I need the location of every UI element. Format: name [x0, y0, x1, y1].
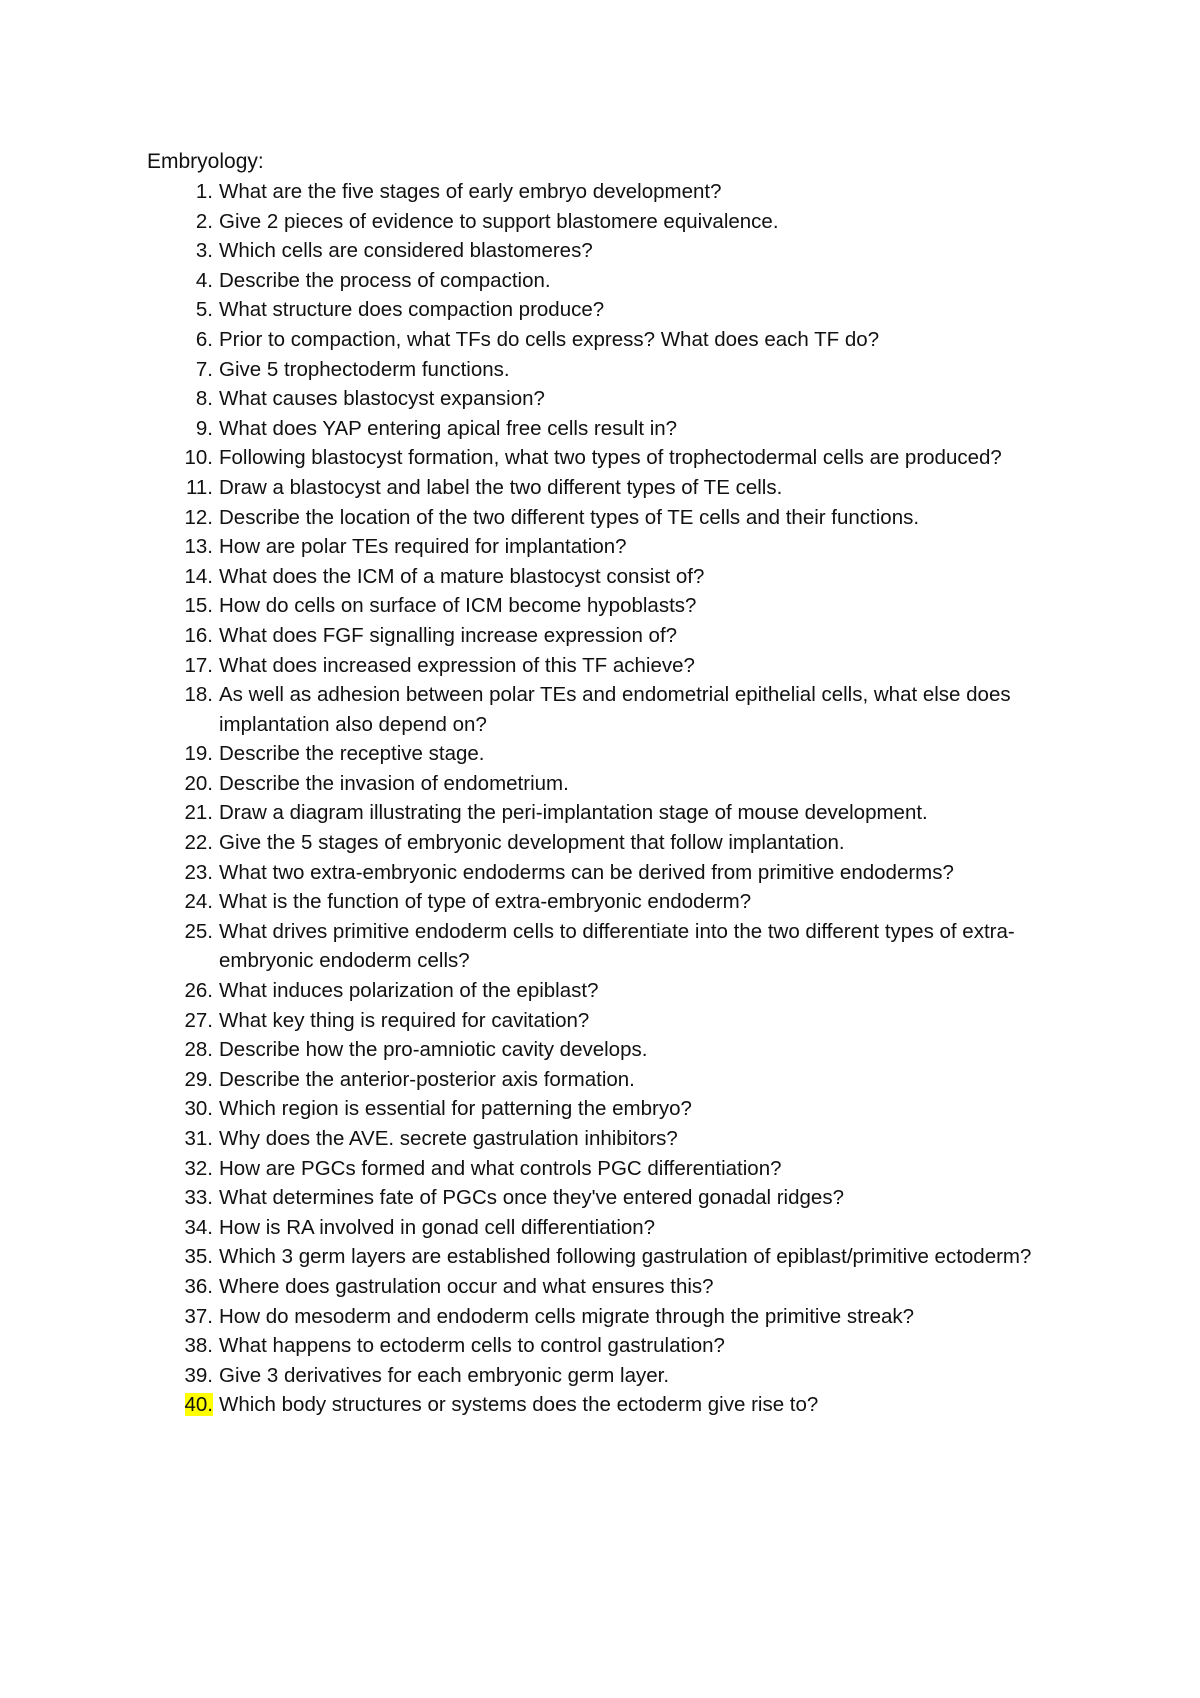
question-text: How is RA involved in gonad cell differentiation?	[219, 1215, 656, 1239]
question-item	[147, 739, 1067, 769]
question-item	[147, 1006, 1067, 1036]
question-number	[147, 739, 217, 769]
question-item	[147, 1242, 1067, 1272]
question-number-text: 21.	[184, 801, 213, 825]
question-number	[147, 384, 217, 414]
question-item	[147, 651, 1067, 681]
question-number	[147, 236, 217, 266]
question-number	[147, 858, 217, 888]
question-item	[147, 503, 1067, 533]
question-text: How do cells on surface of ICM become hypoblasts?	[219, 594, 697, 618]
question-item	[147, 1124, 1067, 1154]
question-number	[147, 562, 217, 592]
question-number	[147, 473, 217, 503]
question-number-text: 4.	[195, 268, 213, 292]
question-item	[147, 443, 1067, 473]
question-text: As well as adhesion between polar TEs and endometrial epithelial cells, what else does implantation also depend on?	[219, 683, 1011, 736]
question-text: Give the 5 stages of embryonic development that follow implantation.	[219, 831, 845, 855]
question-number-text: 12.	[184, 505, 213, 529]
question-text: What does increased expression of this TF achieve?	[219, 653, 695, 677]
question-number-text: 38.	[184, 1334, 213, 1358]
question-item	[147, 1154, 1067, 1184]
question-text: Describe the process of compaction.	[219, 268, 551, 292]
question-number-text: 37.	[184, 1304, 213, 1328]
question-item	[147, 798, 1067, 828]
question-number	[147, 651, 217, 681]
question-text: Where does gastrulation occur and what ensures this?	[219, 1274, 714, 1298]
question-number-text: 3.	[195, 239, 213, 263]
question-item	[147, 177, 1067, 207]
question-text: What does FGF signalling increase expression of?	[219, 623, 678, 647]
question-number	[147, 1065, 217, 1095]
question-text: Why does the AVE. secrete gastrulation inhibitors?	[219, 1127, 678, 1150]
question-number	[147, 1094, 217, 1124]
question-item	[147, 355, 1067, 385]
question-number	[147, 355, 217, 385]
question-item	[147, 266, 1067, 296]
question-text: Describe the anterior-posterior axis formation.	[219, 1067, 635, 1091]
question-number-text: 15.	[184, 594, 213, 618]
question-item	[147, 236, 1067, 266]
question-number-text: 18.	[184, 683, 213, 707]
question-number	[147, 1035, 217, 1065]
question-number	[147, 443, 217, 473]
question-item	[147, 917, 1067, 976]
question-text: What does YAP entering apical free cells result in?	[219, 416, 678, 440]
question-item	[147, 887, 1067, 917]
question-number	[147, 917, 217, 947]
question-item	[147, 1213, 1067, 1243]
question-number-text: 35.	[184, 1245, 213, 1269]
question-number-text: 33.	[184, 1186, 213, 1210]
question-item	[147, 1302, 1067, 1332]
question-number	[147, 1124, 217, 1154]
question-number-text: 2.	[195, 209, 213, 233]
question-text: What structure does compaction produce?	[219, 298, 605, 322]
question-number-text: 36.	[184, 1274, 213, 1298]
question-number	[147, 1302, 217, 1332]
question-item	[147, 384, 1067, 414]
question-item	[147, 976, 1067, 1006]
question-text: Give 3 derivatives for each embryonic germ layer.	[219, 1363, 670, 1387]
question-number-text: 32.	[184, 1156, 213, 1180]
question-number-text: 6.	[195, 327, 213, 351]
question-text: Give 2 pieces of evidence to support blastomere equivalence.	[219, 209, 779, 233]
question-text: What determines fate of PGCs once they've entered gonadal ridges?	[219, 1186, 844, 1210]
question-number-text: 31.	[184, 1127, 213, 1150]
question-number	[147, 503, 217, 533]
question-number	[147, 1006, 217, 1036]
question-item	[147, 325, 1067, 355]
question-text: What does the ICM of a mature blastocyst consist of?	[219, 564, 705, 588]
question-number	[147, 798, 217, 828]
question-item	[147, 1065, 1067, 1095]
question-list	[147, 177, 1067, 1420]
question-number	[147, 177, 217, 207]
question-number-text: 9.	[195, 416, 213, 440]
question-item	[147, 295, 1067, 325]
question-number-text: 24.	[184, 890, 213, 914]
question-number	[147, 1331, 217, 1361]
question-number-text: 14.	[184, 564, 213, 588]
question-item	[147, 1331, 1067, 1361]
question-number	[147, 769, 217, 799]
question-item	[147, 621, 1067, 651]
question-item	[147, 1183, 1067, 1213]
question-number-text: 13.	[184, 535, 213, 559]
question-item	[147, 1361, 1067, 1391]
question-text: Give 5 trophectoderm functions.	[219, 357, 510, 381]
question-text: Draw a blastocyst and label the two different types of TE cells.	[219, 475, 783, 499]
question-number-text: 5.	[195, 298, 213, 322]
question-number-text: 29.	[184, 1067, 213, 1091]
question-item	[147, 680, 1067, 739]
question-number	[147, 414, 217, 444]
question-number-text: 7.	[195, 357, 213, 381]
question-number-text: 30.	[184, 1097, 213, 1121]
question-number-text: 20.	[184, 771, 213, 795]
question-number	[147, 1361, 217, 1391]
question-number	[147, 887, 217, 917]
question-number	[147, 1213, 217, 1243]
question-number	[147, 532, 217, 562]
question-number-text: 22.	[184, 831, 213, 855]
question-text: Which region is essential for patterning the embryo?	[219, 1097, 692, 1121]
question-text: Which 3 germ layers are established following gastrulation of epiblast/primitive ectoderm?	[219, 1245, 1032, 1269]
question-number-text: 19.	[184, 742, 213, 766]
question-item	[147, 562, 1067, 592]
question-number	[147, 621, 217, 651]
question-number	[147, 1390, 217, 1420]
question-number-text: 16.	[184, 623, 213, 647]
question-number-text: 25.	[184, 919, 213, 943]
question-text: Which body structures or systems does the ectoderm give rise to?	[219, 1393, 819, 1417]
question-number-text: 8.	[195, 387, 213, 411]
question-text: What two extra-embryonic endoderms can be derived from primitive endoderms?	[219, 860, 954, 884]
question-text: How are PGCs formed and what controls PGC differentiation?	[219, 1156, 782, 1180]
question-text: What key thing is required for cavitation?	[219, 1008, 590, 1032]
question-item	[147, 1094, 1067, 1124]
question-text: Describe how the pro-amniotic cavity develops.	[219, 1038, 648, 1062]
question-item	[147, 207, 1067, 237]
question-text: Describe the invasion of endometrium.	[219, 771, 569, 795]
question-number	[147, 1183, 217, 1213]
question-number	[147, 295, 217, 325]
question-item	[147, 769, 1067, 799]
question-text: Following blastocyst formation, what two types of trophectodermal cells are produced?	[219, 446, 1002, 470]
question-number-text: 39.	[184, 1363, 213, 1387]
question-item	[147, 591, 1067, 621]
question-text: What causes blastocyst expansion?	[219, 387, 545, 411]
question-text: How are polar TEs required for implantation?	[219, 535, 627, 559]
question-item	[147, 414, 1067, 444]
question-item	[147, 1035, 1067, 1065]
question-number	[147, 325, 217, 355]
question-number-text: 23.	[184, 860, 213, 884]
question-number	[147, 591, 217, 621]
question-item	[147, 532, 1067, 562]
question-text: Describe the location of the two different types of TE cells and their functions.	[219, 505, 920, 529]
highlighted-question-number: 40.	[184, 1393, 213, 1417]
question-number-text: 10.	[184, 446, 213, 470]
question-number	[147, 266, 217, 296]
question-item	[147, 828, 1067, 858]
question-number	[147, 1242, 217, 1272]
question-number	[147, 976, 217, 1006]
question-item	[147, 473, 1067, 503]
question-number-text: 17.	[184, 653, 213, 677]
question-number	[147, 828, 217, 858]
question-item	[147, 1390, 1067, 1420]
question-number	[147, 1272, 217, 1302]
question-number-text: 34.	[184, 1215, 213, 1239]
question-number	[147, 1154, 217, 1184]
question-text: What happens to ectoderm cells to control gastrulation?	[219, 1334, 725, 1358]
question-text: What is the function of type of extra-embryonic endoderm?	[219, 890, 752, 914]
question-number-text: 1.	[195, 180, 213, 203]
question-text: Prior to compaction, what TFs do cells express? What does each TF do?	[219, 327, 880, 351]
document-heading: Embryology:	[147, 150, 264, 173]
question-text: What drives primitive endoderm cells to differentiate into the two different types of extra-embryonic endoderm cells?	[219, 919, 1015, 973]
question-number-text: 28.	[184, 1038, 213, 1062]
question-item	[147, 858, 1067, 888]
question-number-text: 27.	[184, 1008, 213, 1032]
question-text: Draw a diagram illustrating the peri-implantation stage of mouse development.	[219, 801, 928, 825]
question-number-text: 11.	[186, 475, 213, 499]
question-text: How do mesoderm and endoderm cells migrate through the primitive streak?	[219, 1304, 915, 1328]
question-text: What induces polarization of the epiblast?	[219, 979, 599, 1003]
question-number	[147, 680, 217, 710]
question-item	[147, 1272, 1067, 1302]
question-text: Describe the receptive stage.	[219, 742, 485, 766]
question-number	[147, 207, 217, 237]
question-text: Which cells are considered blastomeres?	[219, 239, 593, 263]
question-text: What are the five stages of early embryo development?	[219, 180, 722, 203]
question-number-text: 26.	[184, 979, 213, 1003]
